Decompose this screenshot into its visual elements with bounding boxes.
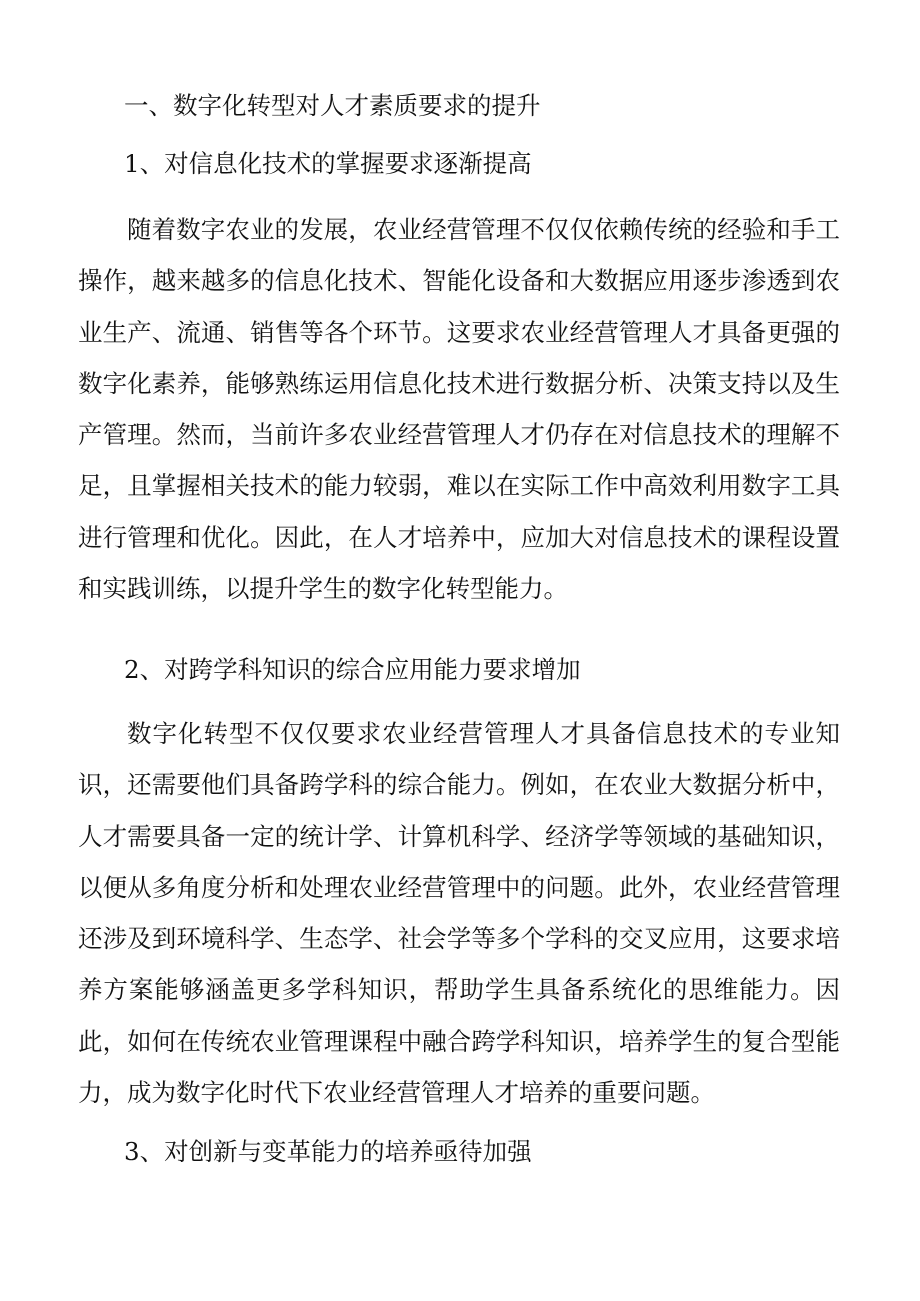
subsection-heading-3: 3、对创新与变革能力的培养亟待加强 bbox=[124, 1137, 532, 1166]
section-heading: 一、数字化转型对人才素质要求的提升 bbox=[124, 91, 541, 120]
subsection-heading-1: 1、对信息化技术的掌握要求逐渐提高 bbox=[124, 149, 532, 178]
subsection-heading-2: 2、对跨学科知识的综合应用能力要求增加 bbox=[124, 655, 581, 684]
body-paragraph-2: 数字化转型不仅仅要求农业经营管理人才具备信息技术的专业知识，还需要他们具备跨学科的综合能力。例如，在农业大数据分析中，人才需要具备一定的统计学、计算机科学、经济学等领域的基础知识，以便从多角度分析和处理农业经营管理中的问题。此外，农业经营管理还涉及到环境科学、生态学、社会学等多个学科的交叉应用，这要求培养方案能够涵盖更多学科知识，帮助学生具备系统化的思维能力。因此，如何在传统农业管理课程中融合跨学科知识，培养学生的复合型能力，成为数字化时代下农业经营管理人才培养的重要问题。 bbox=[78, 719, 840, 1108]
body-paragraph-1: 随着数字农业的发展，农业经营管理不仅仅依赖传统的经验和手工操作，越来越多的信息化技术、智能化设备和大数据应用逐步渗透到农业生产、流通、销售等各个环节。这要求农业经营管理人才具备更强的数字化素养，能够熟练运用信息化技术进行数据分析、决策支持以及生产管理。然而，当前许多农业经营管理人才仍存在对信息技术的理解不足，且掌握相关技术的能力较弱，难以在实际工作中高效利用数字工具进行管理和优化。因此，在人才培养中，应加大对信息技术的课程设置和实践训练，以提升学生的数字化转型能力。 bbox=[78, 215, 840, 604]
